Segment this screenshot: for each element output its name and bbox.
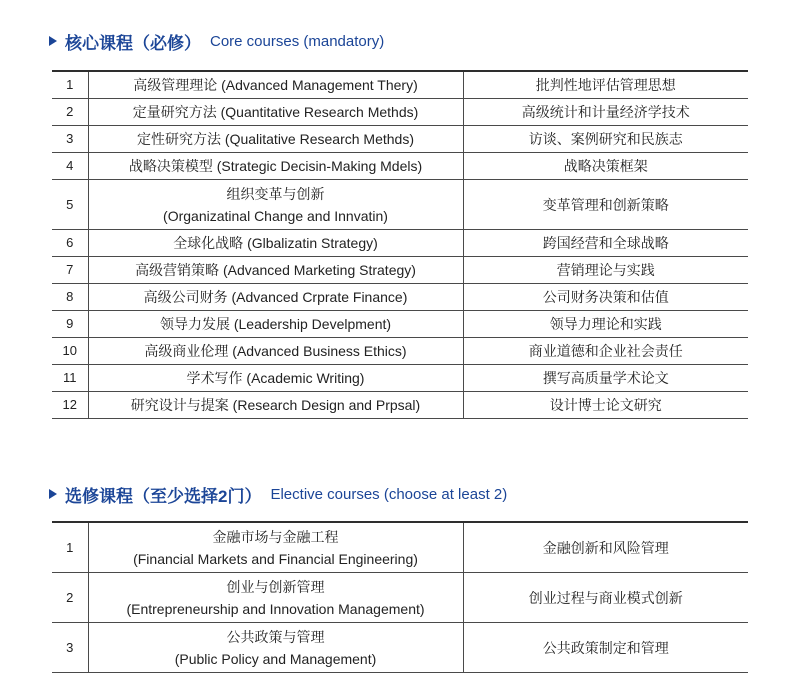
course-row xyxy=(52,257,748,284)
course-name xyxy=(88,392,463,419)
course-description: 公共政策制定和管理 xyxy=(463,623,748,673)
course-row xyxy=(52,230,748,257)
course-name-line: 领导力发展 (Leadership Develpment) xyxy=(159,316,392,332)
course-number: 2 xyxy=(52,99,88,126)
course-number: 1 xyxy=(52,522,88,573)
course-name-line: 高级商业伦理 (Advanced Business Ethics) xyxy=(144,343,407,359)
course-name xyxy=(88,257,463,284)
course-description: 高级统计和计量经济学技术 xyxy=(463,99,748,126)
course-number: 6 xyxy=(52,230,88,257)
course-number: 12 xyxy=(52,392,88,419)
course-name xyxy=(88,99,463,126)
course-name-line: 战略决策模型 (Strategic Decisin-Making Mdels) xyxy=(128,158,423,174)
course-name xyxy=(88,126,463,153)
course-row xyxy=(52,392,748,419)
course-name-line: 研究设计与提案 (Research Design and Prpsal) xyxy=(130,397,421,413)
course-name xyxy=(88,365,463,392)
course-description: 营销理论与实践 xyxy=(463,257,748,284)
course-name xyxy=(88,573,463,623)
course-name-line: (Entrepreneurship and Innovation Management) xyxy=(126,600,425,617)
course-description: 公司财务决策和估值 xyxy=(463,284,748,311)
course-description: 跨国经营和全球战略 xyxy=(463,230,748,257)
course-row xyxy=(52,126,748,153)
core-courses-heading xyxy=(49,30,384,52)
course-name-line: 定性研究方法 (Qualitative Research Methds) xyxy=(137,131,414,147)
section-title-en: Elective courses (choose at least 2) xyxy=(270,485,508,503)
course-name xyxy=(88,338,463,365)
course-description: 批判性地评估管理思想 xyxy=(463,71,748,99)
course-name-line: 高级公司财务 (Advanced Crprate Finance) xyxy=(143,289,408,305)
course-name xyxy=(88,153,463,180)
course-name-line: (Public Policy and Management) xyxy=(174,650,377,667)
course-description: 领导力理论和实践 xyxy=(463,311,748,338)
course-row xyxy=(52,153,748,180)
course-row xyxy=(52,99,748,126)
section-title-zh: 选修课程（至少选择2门） xyxy=(65,486,262,506)
course-name-line: (Financial Markets and Financial Engineering) xyxy=(133,550,418,567)
course-row xyxy=(52,623,748,673)
course-name xyxy=(88,71,463,99)
course-name xyxy=(88,230,463,257)
course-name xyxy=(88,311,463,338)
course-description: 变革管理和创新策略 xyxy=(463,180,748,230)
course-name-line: 金融市场与金融工程 xyxy=(212,528,339,545)
core-courses-table xyxy=(52,70,748,419)
course-number: 11 xyxy=(52,365,88,392)
course-name-line: 定量研究方法 (Quantitative Research Methds) xyxy=(132,104,419,120)
triangle-bullet-icon xyxy=(49,36,57,46)
course-number: 7 xyxy=(52,257,88,284)
course-description: 金融创新和风险管理 xyxy=(463,522,748,573)
course-number: 3 xyxy=(52,623,88,673)
course-number: 3 xyxy=(52,126,88,153)
course-description: 商业道德和企业社会责任 xyxy=(463,338,748,365)
course-row xyxy=(52,284,748,311)
course-number: 1 xyxy=(52,71,88,99)
course-row xyxy=(52,365,748,392)
course-row xyxy=(52,180,748,230)
course-number: 2 xyxy=(52,573,88,623)
course-name-line: 公共政策与管理 xyxy=(226,628,325,645)
course-description: 撰写高质量学术论文 xyxy=(463,365,748,392)
course-name-line: 高级管理理论 (Advanced Management Thery) xyxy=(133,77,418,93)
course-number: 8 xyxy=(52,284,88,311)
course-name-line: 全球化战略 (Glbalizatin Strategy) xyxy=(173,235,378,251)
course-name-line: (Organizatinal Change and Innvatin) xyxy=(163,207,388,224)
course-number: 9 xyxy=(52,311,88,338)
course-number: 5 xyxy=(52,180,88,230)
course-name-line: 组织变革与创新 xyxy=(226,185,325,202)
course-name-line: 高级营销策略 (Advanced Marketing Strategy) xyxy=(135,262,416,278)
course-number: 10 xyxy=(52,338,88,365)
course-name xyxy=(88,284,463,311)
section-title-en: Core courses (mandatory) xyxy=(210,32,385,50)
course-row xyxy=(52,338,748,365)
course-description: 访谈、案例研究和民族志 xyxy=(463,126,748,153)
course-description: 设计博士论文研究 xyxy=(463,392,748,419)
triangle-bullet-icon xyxy=(49,489,57,499)
elective-courses-heading xyxy=(49,483,507,505)
course-name-line: 学术写作 (Academic Writing) xyxy=(186,370,365,386)
course-row xyxy=(52,311,748,338)
course-name xyxy=(88,623,463,673)
course-description: 战略决策框架 xyxy=(463,153,748,180)
course-name xyxy=(88,180,463,230)
course-row xyxy=(52,71,748,99)
course-name-line: 创业与创新管理 xyxy=(226,578,325,595)
course-description: 创业过程与商业模式创新 xyxy=(463,573,748,623)
elective-courses-table xyxy=(52,521,748,673)
course-name xyxy=(88,522,463,573)
course-row xyxy=(52,573,748,623)
course-number: 4 xyxy=(52,153,88,180)
course-row xyxy=(52,522,748,573)
section-title-zh: 核心课程（必修） xyxy=(65,33,201,53)
